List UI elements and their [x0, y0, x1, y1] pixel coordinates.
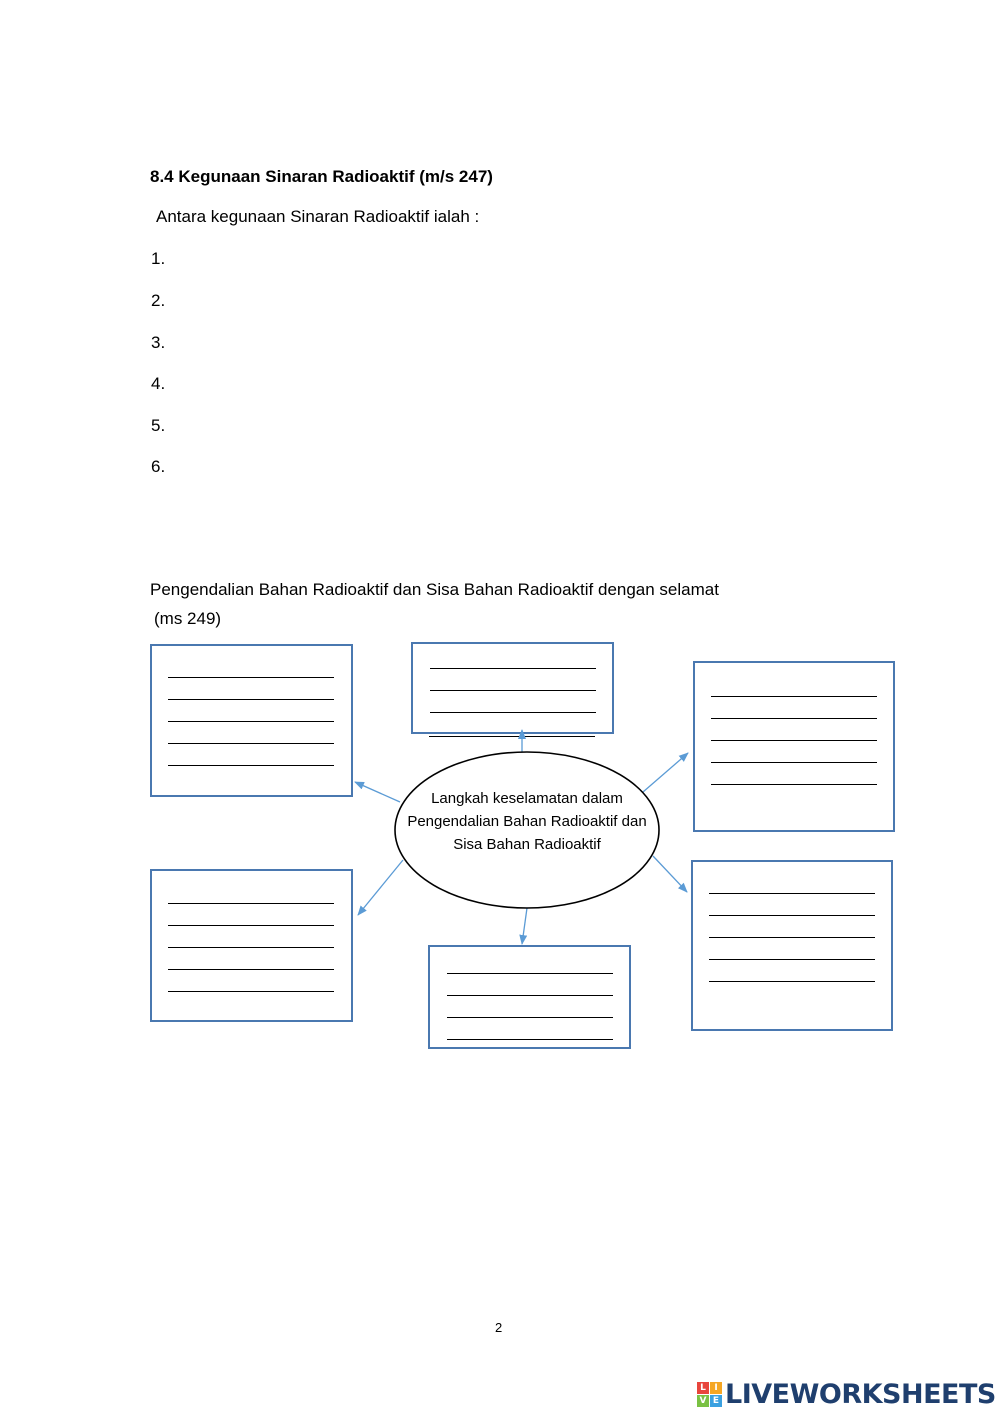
list-number: 6.: [151, 457, 166, 476]
section-reference: (ms 249): [154, 609, 222, 628]
intro-text: Antara kegunaan Sinaran Radioaktif ialah :: [156, 207, 480, 226]
page-number: 2: [495, 1320, 503, 1335]
arrow-bottom-right: [653, 856, 687, 892]
center-text: Langkah keselamatan dalam Pengendalian Bahan Radioaktif dan Sisa Bahan Radioaktif: [407, 790, 647, 853]
logo-tile: E: [710, 1395, 722, 1407]
list-number: 4.: [151, 374, 166, 393]
arrow-bottom-center: [522, 908, 527, 944]
list-number: 2.: [151, 291, 166, 310]
liveworksheets-logo[interactable]: [697, 1378, 996, 1410]
section-title: Pengendalian Bahan Radioaktif dan Sisa Bahan Radioaktif dengan selamat: [150, 580, 719, 599]
logo-tile: L: [697, 1382, 709, 1394]
logo-tile: I: [710, 1382, 722, 1394]
list-number: 1.: [151, 249, 166, 268]
logo-icon: [697, 1382, 722, 1407]
heading: 8.4 Kegunaan Sinaran Radioaktif (m/s 247): [150, 167, 493, 186]
list-number: 3.: [151, 333, 166, 352]
logo-text: LIVEWORKSHEETS: [725, 1378, 996, 1410]
logo-tile: V: [697, 1395, 709, 1407]
arrow-bottom-left: [358, 860, 403, 915]
list-number: 5.: [151, 416, 166, 435]
arrow-top-left: [355, 782, 400, 802]
